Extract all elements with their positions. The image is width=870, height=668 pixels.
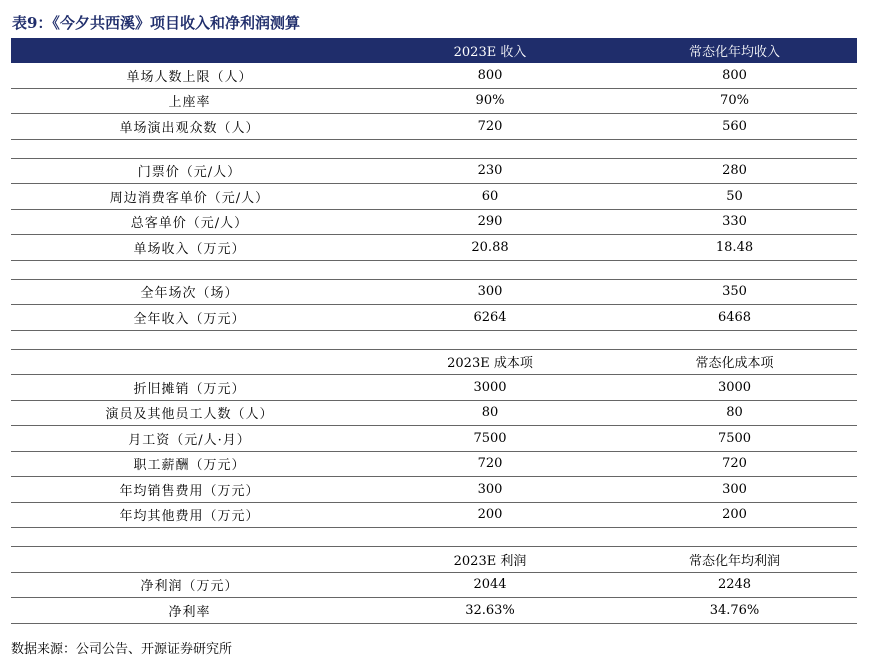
table-row bbox=[11, 426, 857, 452]
value-normalized: 280 bbox=[722, 163, 747, 179]
value-normalized: 2248 bbox=[717, 577, 752, 593]
value-normalized: 800 bbox=[722, 67, 747, 83]
table-row bbox=[11, 235, 857, 261]
value-2023e: 32.63% bbox=[465, 602, 515, 618]
row-label: 单场收入（万元） bbox=[133, 241, 246, 257]
row-label: 上座率 bbox=[168, 95, 211, 111]
value-normalized: 6468 bbox=[717, 309, 752, 325]
value-normalized: 50 bbox=[726, 188, 743, 204]
value-2023e: 720 bbox=[477, 456, 503, 472]
row-label: 年均销售费用（万元） bbox=[119, 483, 260, 499]
cost-header-2023e: 2023E 成本项 bbox=[447, 356, 533, 372]
value-normalized: 70% bbox=[720, 93, 749, 109]
table-row bbox=[11, 210, 857, 236]
row-label: 门票价（元/人） bbox=[137, 165, 242, 181]
value-normalized: 720 bbox=[722, 456, 747, 472]
table-row bbox=[11, 598, 857, 624]
value-2023e: 80 bbox=[481, 405, 499, 421]
header-2023e-revenue: 2023E 收入 bbox=[453, 45, 527, 60]
table-row bbox=[11, 305, 857, 331]
row-label: 职工薪酬（万元） bbox=[133, 458, 246, 474]
row-label: 净利润（万元） bbox=[140, 579, 239, 595]
spacer-row bbox=[11, 140, 857, 159]
table-row bbox=[11, 477, 857, 503]
cost-header-normalized: 常态化成本项 bbox=[695, 356, 774, 372]
value-normalized: 34.76% bbox=[709, 602, 760, 618]
spacer-row bbox=[11, 528, 857, 547]
projection-table bbox=[11, 38, 857, 624]
value-2023e: 7500 bbox=[473, 430, 507, 446]
value-2023e: 20.88 bbox=[471, 239, 509, 255]
profit-header-normalized: 常态化年均利润 bbox=[688, 553, 780, 569]
value-2023e: 3000 bbox=[473, 379, 507, 395]
source-note: 数据来源：公司公告、开源证券研究所 bbox=[11, 642, 233, 657]
value-normalized: 80 bbox=[726, 405, 743, 421]
table-row bbox=[11, 375, 857, 401]
value-2023e: 300 bbox=[477, 284, 503, 300]
row-label: 周边消费客单价（元/人） bbox=[109, 190, 270, 206]
header-normalized-revenue: 常态化年均收入 bbox=[688, 45, 780, 60]
row-label: 单场演出观众数（人） bbox=[119, 120, 260, 136]
table-row bbox=[11, 89, 857, 115]
row-label: 总客单价（元/人） bbox=[130, 216, 249, 232]
value-normalized: 200 bbox=[722, 507, 747, 523]
profit-header-2023e: 2023E 利润 bbox=[453, 553, 527, 569]
value-normalized: 3000 bbox=[717, 379, 752, 395]
profit-header-row bbox=[11, 547, 857, 573]
value-2023e: 800 bbox=[477, 67, 503, 83]
row-label: 演员及其他员工人数（人） bbox=[105, 407, 274, 423]
value-2023e: 290 bbox=[477, 214, 503, 230]
table-row bbox=[11, 280, 857, 306]
row-label: 全年收入（万元） bbox=[133, 311, 246, 327]
value-normalized: 18.48 bbox=[715, 239, 754, 255]
table-row bbox=[11, 114, 857, 140]
value-normalized: 7500 bbox=[717, 430, 752, 446]
value-2023e: 230 bbox=[477, 163, 503, 179]
table-row bbox=[11, 401, 857, 427]
value-normalized: 560 bbox=[722, 118, 747, 134]
value-2023e: 300 bbox=[477, 481, 503, 497]
value-2023e: 60 bbox=[481, 188, 499, 204]
spacer-row bbox=[11, 331, 857, 350]
value-normalized: 330 bbox=[722, 214, 747, 230]
cost-header-row bbox=[11, 350, 857, 376]
table-title: 表9：《今夕共西溪》项目收入和净利润测算 bbox=[12, 14, 300, 32]
value-normalized: 300 bbox=[722, 481, 747, 497]
table-row bbox=[11, 184, 857, 210]
table-row bbox=[11, 159, 857, 185]
value-2023e: 200 bbox=[477, 507, 503, 523]
row-label: 月工资（元/人·月） bbox=[128, 432, 251, 448]
row-label: 单场人数上限（人） bbox=[126, 69, 253, 85]
row-label: 全年场次（场） bbox=[140, 286, 239, 302]
value-2023e: 90% bbox=[475, 93, 505, 109]
value-2023e: 2044 bbox=[473, 577, 507, 593]
value-normalized: 350 bbox=[722, 284, 747, 300]
value-2023e: 6264 bbox=[473, 309, 507, 325]
value-2023e: 720 bbox=[477, 118, 503, 134]
table-row bbox=[11, 573, 857, 599]
table-header-row bbox=[11, 38, 857, 63]
row-label: 年均其他费用（万元） bbox=[119, 509, 260, 525]
table-row bbox=[11, 63, 857, 89]
row-label: 净利率 bbox=[168, 604, 211, 620]
spacer-row bbox=[11, 261, 857, 280]
table-row bbox=[11, 503, 857, 529]
row-label: 折旧摊销（万元） bbox=[133, 381, 246, 397]
table-row bbox=[11, 452, 857, 478]
